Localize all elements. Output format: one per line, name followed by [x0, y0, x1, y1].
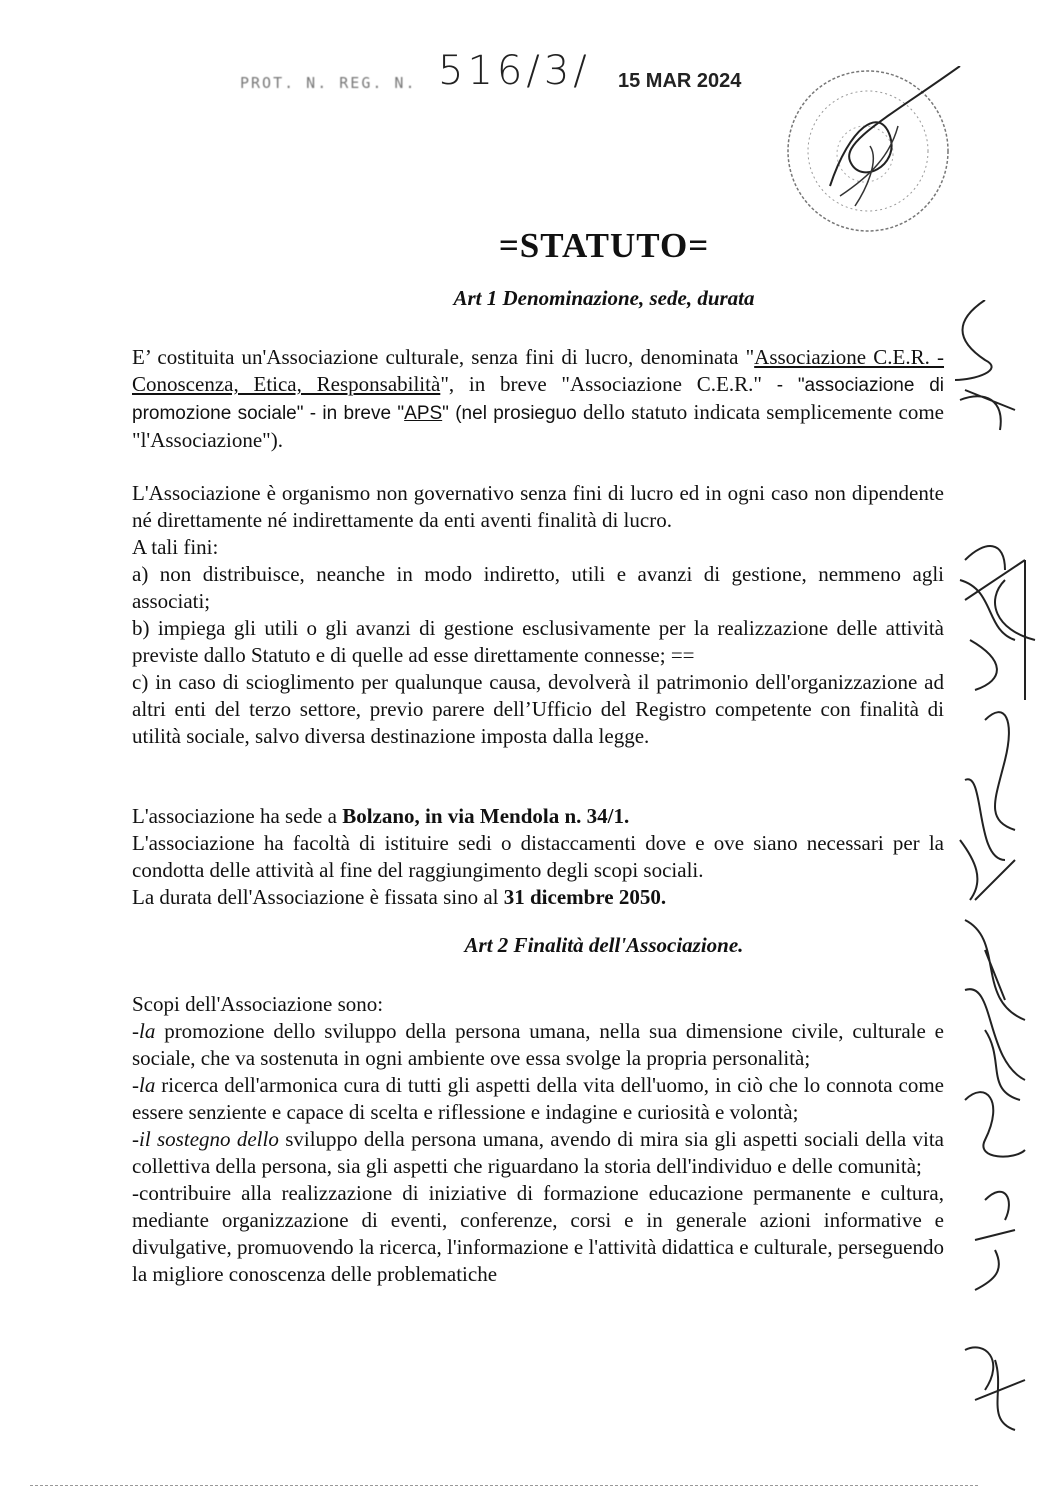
protocol-faded-text: PROT. N. REG. N. — [240, 74, 417, 92]
art1-item-a: a) non distribuisce, neanche in modo indiretto, utili e avanzi di gestione, nemmeno agli associati; — [132, 562, 944, 613]
art1-p1-b: ", in breve "Associazione C.E.R." — [440, 372, 762, 396]
protocol-stamp — [240, 48, 780, 108]
article-1-title: Art 1 Denominazione, sede, durata — [453, 286, 755, 310]
art2-item-3: sviluppo della persona umana, avendo di mira sia gli aspetti sociali della vita collettiva della persona, sia gli aspetti che riguardano la storia dell'individuo e delle comunità; — [132, 1127, 944, 1178]
association-end-date: 31 dicembre 2050. — [503, 885, 667, 909]
art1-p1-e: dello statuto indicata semplicemente come "l'Associazione"). — [132, 400, 945, 452]
art1-p1-c: - "associazione di promozione sociale" - in breve " — [132, 375, 944, 424]
art1-p3: A tali fini: — [132, 535, 219, 559]
art1-paragraph-1 — [132, 344, 944, 454]
art1-p1-a: E’ costituita un'Associazione culturale, senza fini di lucro, denominata — [132, 345, 739, 369]
art1-paragraph-group-3 — [132, 803, 944, 911]
art2-item-1-em: -la — [132, 1019, 156, 1043]
art1-item-c: c) in caso di scioglimento per qualunque causa, devolverà il patrimonio dell'organizzazione ad altri enti del terzo settore, previo parere dell’Ufficio del Registro competente con finalità di utilità sociale, salvo diversa destinazione imposta dalla legge. — [132, 670, 944, 748]
art2-item-3-em: -il sostegno dello — [132, 1127, 279, 1151]
margin-signatures — [945, 300, 1055, 1440]
aps-abbreviation: APS — [404, 403, 443, 424]
protocol-date: 15 MAR 2024 — [618, 70, 742, 92]
art1-p9-a: La durata dell'Associazione è fissata sino al — [132, 885, 504, 909]
art2-intro: Scopi dell'Associazione sono: — [132, 992, 384, 1016]
art1-p1-q1: " — [745, 345, 755, 369]
art2-item-2-em: -la — [132, 1073, 156, 1097]
art1-p1-d: " (nel prosieguo — [442, 403, 577, 424]
association-name: Associazione C.E.R. - Conoscenza, Etica, Responsabilità — [132, 345, 945, 396]
association-address: Bolzano, in via Mendola n. 34/1. — [342, 804, 630, 828]
art1-p7-a: L'associazione ha sede a — [132, 804, 343, 828]
protocol-number: 516/3/ — [438, 48, 591, 94]
official-seal-stamp — [770, 66, 966, 236]
art2-item-2: ricerca dell'armonica cura di tutti gli aspetti della vita dell'uomo, in ciò che lo connota come essere senziente e capace di scelta e riflessione e indagine e curiosità e volontà; — [132, 1073, 944, 1124]
art1-p2: L'Associazione è organismo non governativo senza fini di lucro ed in ogni caso non dipendente né direttamente né indirettamente da enti aventi finalità di lucro. — [132, 481, 944, 532]
art1-item-b: b) impiega gli utili o gli avanzi di gestione esclusivamente per la realizzazione delle attività previste dallo Statuto e di quelle ad esse direttamente connesse; == — [132, 616, 944, 667]
art1-paragraph-group-2 — [132, 480, 944, 750]
document-title: =STATUTO= — [498, 226, 710, 265]
article-2-title: Art 2 Finalità dell'Associazione. — [464, 933, 744, 957]
bottom-divider — [30, 1485, 978, 1486]
art2-item-4: -contribuire alla realizzazione di iniziative di formazione educazione permanente e cultura, mediante organizzazione di eventi, conferenze, corsi e in generale azioni informative e divulgative, promuovendo la ricerca, l'informazione e l'attività didattica e culturale, perseguendo la migliore conoscenza delle problematiche — [132, 1181, 944, 1286]
art1-p8: L'associazione ha facoltà di istituire sedi o distaccamenti dove e ove siano necessari per la condotta delle attività al fine del raggiungimento degli scopi sociali. — [132, 831, 944, 882]
art2-item-1: promozione dello sviluppo della persona umana, nella sua dimensione civile, culturale e sociale, che va sostenuta in ogni ambiente ove essa svolge la propria personalità; — [132, 1019, 944, 1070]
art2-body — [132, 991, 944, 1288]
